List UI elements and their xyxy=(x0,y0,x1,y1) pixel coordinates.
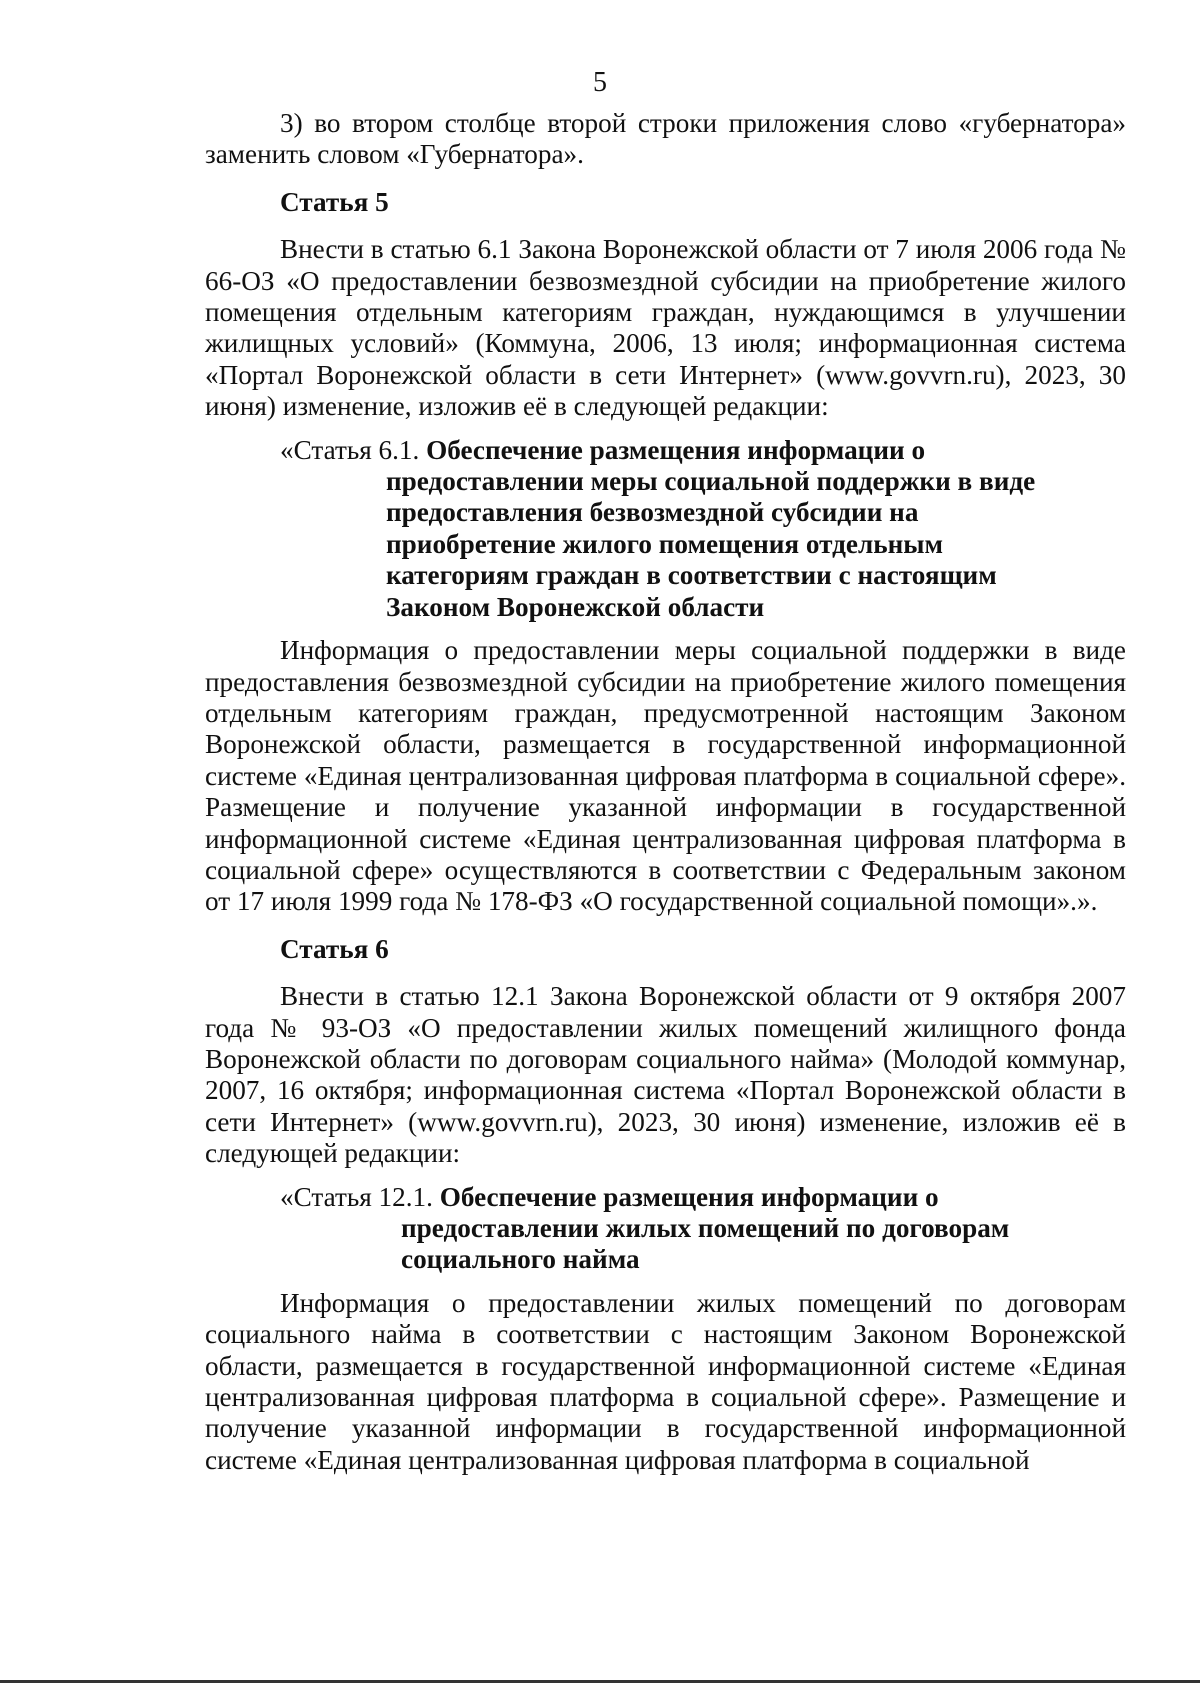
article-6-1-title xyxy=(280,435,1126,466)
page-number: 5 xyxy=(593,67,607,98)
article-6-heading: Статья 6 xyxy=(280,933,389,964)
article-5-heading: Статья 5 xyxy=(280,186,389,217)
title-line: приобретение жилого помещения отдельным xyxy=(386,528,943,559)
article-12-1-title-continued xyxy=(401,1213,1126,1276)
title-line: категориям граждан в соответствии с настоящим xyxy=(386,560,997,591)
article-12-1-title xyxy=(280,1182,1126,1213)
intro-paragraph: 3) во втором столбце второй строки приложения слово «губернатора» заменить словом «Губернатора». xyxy=(205,108,1126,170)
scan-bottom-edge xyxy=(0,1680,1200,1683)
article-12-1-paragraph: Информация о предоставлении жилых помещений по договорам социального найма в соответствии с настоящим Законом Воронежской области, размещается в государственной информационной системе «Единая централизованная цифровая платформа в социальной сфере». Размещение и получение указанной информации в государственной информационной системе «Единая централизованная цифровая платформа в социальной xyxy=(205,1287,1126,1475)
title-line: предоставлении жилых помещений по договорам xyxy=(401,1213,1010,1243)
title-line: Обеспечение размещения информации о xyxy=(439,1181,939,1212)
title-line: социального найма xyxy=(401,1244,640,1275)
article-6-1-title-lines xyxy=(426,435,925,466)
article-12-1-title-lines xyxy=(440,1182,939,1213)
title-line: Обеспечение размещения информации о xyxy=(426,434,926,465)
article-12-1-label: «Статья 12.1. xyxy=(280,1181,440,1212)
article-6-1-paragraph: Информация о предоставлении меры социальной поддержки в виде предоставления безвозмездной субсидии на приобретение жилого помещения отдельным категориям граждан, предусмотренной настоящим Законом Воронежской области, размещается в государственной информационной системе «Единая централизованная цифровая платформа в социальной сфере». Размещение и получение указанной информации в государственной информационной системе «Единая централизованная цифровая платформа в социальной сфере» осуществляются в соответствии с Федеральным законом от 17 июля 1999 года № 178-ФЗ «О государственной социальной помощи».». xyxy=(205,635,1126,917)
article-6-1-label: «Статья 6.1. xyxy=(280,434,427,465)
article-6-paragraph: Внести в статью 12.1 Закона Воронежской области от 9 октября 2007 года № 93-ОЗ «О предоставлении жилых помещений жилищного фонда Воронежской области по договорам социального найма» (Молодой коммунар, 2007, 16 октября; информационная система «Портал Воронежской области в сети Интернет» (www.govvrn.ru), 2023, 30 июня) изменение, изложив её в следующей редакции: xyxy=(205,981,1126,1169)
article-5-paragraph: Внести в статью 6.1 Закона Воронежской области от 7 июля 2006 года № 66-ОЗ «О предоставлении безвозмездной субсидии на приобретение жилого помещения отдельным категориям граждан, нуждающимся в улучшении жилищных условий» (Коммуна, 2006, 13 июля; информационная система «Портал Воронежской области в сети Интернет» (www.govvrn.ru), 2023, 30 июня) изменение, изложив её в следующей редакции: xyxy=(205,234,1126,422)
title-line: предоставлении меры социальной поддержки в виде xyxy=(386,466,1036,497)
title-line: предоставления безвозмездной субсидии на xyxy=(386,497,919,528)
document-body xyxy=(205,108,1126,1476)
title-line: Законом Воронежской области xyxy=(386,591,765,622)
article-6-1-title-continued xyxy=(386,466,1126,623)
